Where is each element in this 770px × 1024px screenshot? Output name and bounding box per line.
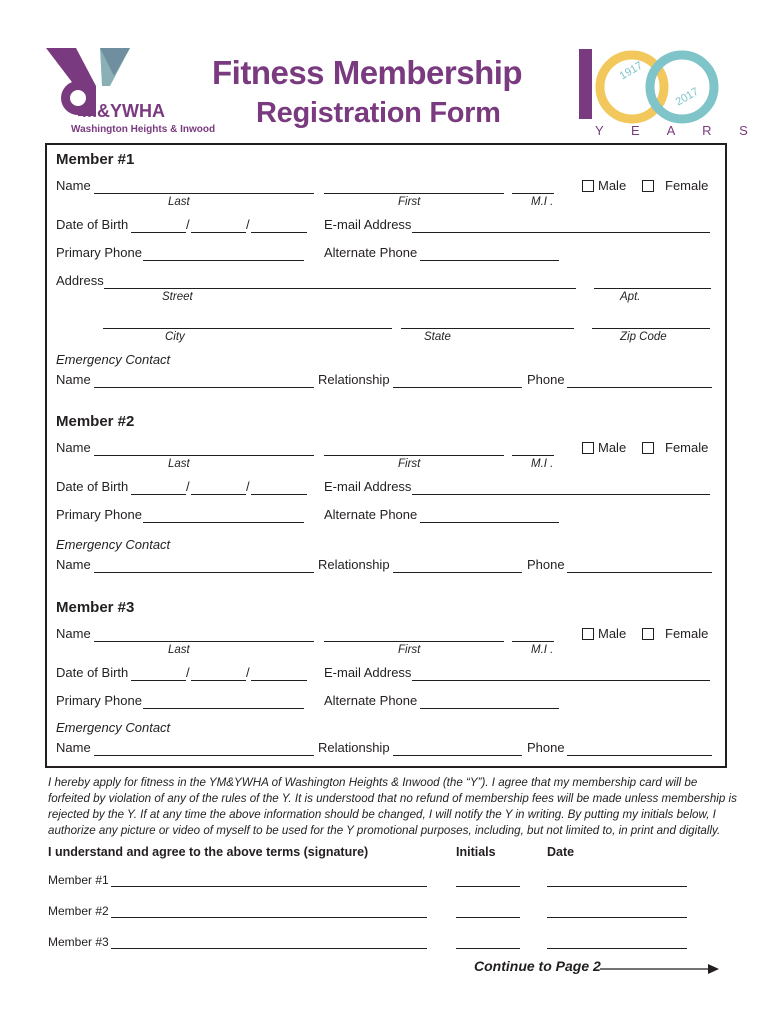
- member2-dob-month-field[interactable]: [131, 494, 186, 495]
- member3-alternate-phone-label: Alternate Phone: [324, 693, 418, 708]
- member3-dob-sep-2: /: [246, 665, 250, 680]
- continue-arrow-icon: [600, 962, 720, 974]
- member2-dob-day-field[interactable]: [191, 494, 246, 495]
- member2-emergency-phone-field[interactable]: [567, 572, 712, 573]
- member3-email-field[interactable]: [412, 680, 710, 681]
- signature-field-3[interactable]: [111, 948, 427, 949]
- member1-first-name-field[interactable]: [324, 193, 504, 194]
- member1-primary-phone-field[interactable]: [143, 260, 304, 261]
- member1-dob-month-field[interactable]: [131, 232, 186, 233]
- form-title-line2: Registration Form: [256, 97, 501, 129]
- member2-primary-phone-field[interactable]: [143, 522, 304, 523]
- member3-relationship-label: Relationship: [318, 740, 390, 755]
- member3-primary-phone-label: Primary Phone: [56, 693, 142, 708]
- member1-zip-caption: Zip Code: [620, 331, 667, 343]
- member2-female-checkbox[interactable]: [642, 442, 654, 454]
- member1-dob-year-field[interactable]: [251, 232, 307, 233]
- signature-row-label-3: Member #3: [48, 935, 109, 949]
- initials-heading: Initials: [456, 845, 496, 859]
- member3-mi-caption: M.I .: [531, 644, 554, 656]
- member2-mi-field[interactable]: [512, 455, 554, 456]
- member1-emergency-phone-label: Phone: [527, 372, 565, 387]
- member1-dob-sep-1: /: [186, 217, 190, 232]
- member3-alternate-phone-field[interactable]: [420, 708, 559, 709]
- member1-name-label: Name: [56, 178, 91, 193]
- member1-city-field[interactable]: [103, 328, 392, 329]
- date-field-3[interactable]: [547, 948, 687, 949]
- member1-mi-caption: M.I .: [531, 196, 554, 208]
- signature-field-1[interactable]: [111, 886, 427, 887]
- continue-link[interactable]: [474, 958, 601, 976]
- logo-name: M&YWHA: [82, 101, 165, 121]
- member1-emergency-name-label: Name: [56, 372, 91, 387]
- member1-last-name-field[interactable]: [94, 193, 314, 194]
- member2-relationship-field[interactable]: [393, 572, 522, 573]
- member1-last-caption: Last: [168, 196, 190, 208]
- member2-dob-year-field[interactable]: [251, 494, 307, 495]
- member3-male-label: Male: [598, 626, 627, 641]
- member2-emergency-contact-label: Emergency Contact: [56, 537, 171, 552]
- member1-state-caption: State: [424, 331, 451, 343]
- member3-emergency-contact-label: Emergency Contact: [56, 720, 171, 735]
- member1-male-label: Male: [598, 178, 627, 193]
- member3-last-caption: Last: [168, 644, 190, 656]
- initials-field-3[interactable]: [456, 948, 520, 949]
- member1-email-label: E-mail Address: [324, 217, 412, 232]
- initials-field-2[interactable]: [456, 917, 520, 918]
- member2-first-caption: First: [398, 458, 421, 470]
- member2-dob-sep-2: /: [246, 479, 250, 494]
- member2-name-label: Name: [56, 440, 91, 455]
- member1-male-checkbox[interactable]: [582, 180, 594, 192]
- member1-apt-caption: Apt.: [620, 291, 641, 303]
- member1-zip-field[interactable]: [592, 328, 710, 329]
- member2-emergency-name-field[interactable]: [94, 572, 314, 573]
- member2-emergency-phone-label: Phone: [527, 557, 565, 572]
- member1-female-label: Female: [665, 178, 709, 193]
- member1-emergency-contact-label: Emergency Contact: [56, 352, 171, 367]
- member3-first-name-field[interactable]: [324, 641, 504, 642]
- member2-alternate-phone-label: Alternate Phone: [324, 507, 418, 522]
- member1-heading: Member #1: [56, 151, 135, 168]
- member2-male-checkbox[interactable]: [582, 442, 594, 454]
- member2-primary-phone-label: Primary Phone: [56, 507, 142, 522]
- member3-emergency-phone-field[interactable]: [567, 755, 712, 756]
- anniversary-word: Y E A R S: [595, 123, 760, 138]
- member3-email-label: E-mail Address: [324, 665, 412, 680]
- member3-first-caption: First: [398, 644, 421, 656]
- date-field-1[interactable]: [547, 886, 687, 887]
- member3-mi-field[interactable]: [512, 641, 554, 642]
- member1-emergency-phone-field[interactable]: [567, 387, 712, 388]
- signature-field-2[interactable]: [111, 917, 427, 918]
- member1-mi-field[interactable]: [512, 193, 554, 194]
- member2-dob-sep-1: /: [186, 479, 190, 494]
- member1-email-field[interactable]: [412, 232, 710, 233]
- member1-address-label: Address: [56, 273, 104, 288]
- member1-first-caption: First: [398, 196, 421, 208]
- member1-dob-day-field[interactable]: [191, 232, 246, 233]
- member3-male-checkbox[interactable]: [582, 628, 594, 640]
- member2-alternate-phone-field[interactable]: [420, 522, 559, 523]
- legal-text: I hereby apply for fitness in the YM&YWHA of Washington Heights & Inwood (the “Y”). I agree that my membership card will be forfeited by violation of any of the rules of the Y. It is understood that no refund of membership fees will be made unless membership is rejected by the Y. If at any time the above information should be changed, I will notify the Y in writing. By putting my initials below, I authorize any picture or video of myself to be used for the Y promotional purposes, including, but not limited to, in print and digitally.: [48, 776, 737, 837]
- member3-emergency-name-label: Name: [56, 740, 91, 755]
- member3-dob-sep-1: /: [186, 665, 190, 680]
- signature-row-label-2: Member #2: [48, 904, 109, 918]
- continue-label: Continue to Page 2: [474, 958, 601, 974]
- member1-dob-label: Date of Birth: [56, 217, 129, 232]
- date-field-2[interactable]: [547, 917, 687, 918]
- signature-heading: I understand and agree to the above terms (signature): [48, 845, 369, 859]
- member2-emergency-name-label: Name: [56, 557, 91, 572]
- member2-last-name-field[interactable]: [94, 455, 314, 456]
- member3-female-checkbox[interactable]: [642, 628, 654, 640]
- member1-street-caption: Street: [162, 291, 193, 303]
- member1-city-caption: City: [165, 331, 185, 343]
- anniversary-badge: [575, 45, 760, 140]
- member3-heading: Member #3: [56, 599, 135, 616]
- date-heading: Date: [547, 845, 575, 859]
- member1-street-field[interactable]: [104, 288, 576, 289]
- member1-relationship-field[interactable]: [393, 387, 522, 388]
- member2-heading: Member #2: [56, 413, 135, 430]
- member2-mi-caption: M.I .: [531, 458, 554, 470]
- logo-subtitle: Washington Heights & Inwood: [71, 124, 216, 135]
- member2-first-name-field[interactable]: [324, 455, 504, 456]
- member2-male-label: Male: [598, 440, 627, 455]
- member1-dob-sep-2: /: [246, 217, 250, 232]
- member1-emergency-name-field[interactable]: [94, 387, 314, 388]
- member1-alternate-phone-label: Alternate Phone: [324, 245, 418, 260]
- member3-dob-label: Date of Birth: [56, 665, 129, 680]
- member3-dob-day-field[interactable]: [191, 680, 246, 681]
- member3-primary-phone-field[interactable]: [143, 708, 304, 709]
- initials-field-1[interactable]: [456, 886, 520, 887]
- member2-last-caption: Last: [168, 458, 190, 470]
- logo: [44, 46, 216, 138]
- member3-dob-year-field[interactable]: [251, 680, 307, 681]
- member2-female-label: Female: [665, 440, 709, 455]
- member1-female-checkbox[interactable]: [642, 180, 654, 192]
- member1-primary-phone-label: Primary Phone: [56, 245, 142, 260]
- member1-alternate-phone-field[interactable]: [420, 260, 559, 261]
- signature-row-label-1: Member #1: [48, 873, 109, 887]
- member2-dob-label: Date of Birth: [56, 479, 129, 494]
- member3-emergency-phone-label: Phone: [527, 740, 565, 755]
- member3-name-label: Name: [56, 626, 91, 641]
- member2-email-label: E-mail Address: [324, 479, 412, 494]
- anniversary-end-year: 2017: [673, 85, 701, 109]
- member1-relationship-label: Relationship: [318, 372, 390, 387]
- anniversary-start-year: 1917: [617, 59, 645, 83]
- member3-last-name-field[interactable]: [94, 641, 314, 642]
- member3-female-label: Female: [665, 626, 709, 641]
- form-title-line1: Fitness Membership: [212, 54, 523, 91]
- member1-state-field[interactable]: [401, 328, 574, 329]
- member2-email-field[interactable]: [412, 494, 710, 495]
- member3-emergency-name-field[interactable]: [94, 755, 314, 756]
- member2-relationship-label: Relationship: [318, 557, 390, 572]
- member3-relationship-field[interactable]: [393, 755, 522, 756]
- member3-dob-month-field[interactable]: [131, 680, 186, 681]
- member1-apt-field[interactable]: [594, 288, 711, 289]
